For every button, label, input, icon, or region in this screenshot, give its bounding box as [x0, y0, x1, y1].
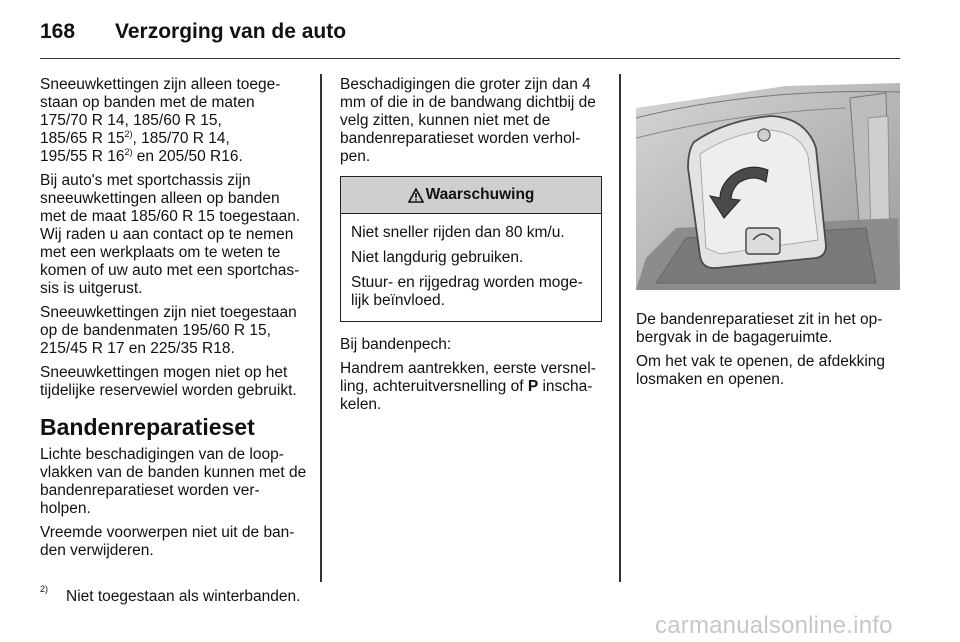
paragraph-spare-wheel: Sneeuwkettingen mogen niet op het tijdelijke reservewiel worden gebruikt. [40, 364, 297, 399]
page-header [40, 20, 900, 59]
paragraph-foreign-objects: Vreemde voorwerpen niet uit de ban-den verwijderen. [40, 524, 295, 559]
warning-triangle-icon [408, 188, 424, 203]
column-divider-left [320, 74, 322, 582]
warning-line-handling: Stuur- en rijgedrag worden moge-lijk beïnvloed. [351, 274, 583, 309]
paragraph-not-allowed-sizes: Sneeuwkettingen zijn niet toegestaan op de bandenmaten 195/60 R 15, 215/45 R 17 en 225/35 R18. [40, 304, 297, 357]
footnote-reference: 2) [124, 147, 133, 157]
paragraph-sport-chassis: Bij auto's met sportchassis zijn sneeuwkettingen alleen op banden met de maat 185/60 R 15 toegestaan. Wij raden u aan contact op te nemen met een werkplaats om te weten te komen of uw auto met een sportchas-sis is uitgerust. [40, 172, 301, 297]
warning-title: Waarschuwing [425, 186, 535, 203]
paragraph-large-damage: Beschadigingen die groter zijn dan 4 mm of die in de bandwang dichtbij de velg zitten, kunnen niet met de bandenreparatieset worden verhol-pen. [340, 76, 596, 165]
paragraph-open-compartment: Om het vak te openen, de afdekking losmaken en openen. [636, 353, 886, 388]
warning-header [341, 177, 601, 214]
text-line: 195/55 R 16 [40, 148, 125, 165]
paragraph-handbrake [340, 360, 602, 414]
section-heading: Bandenreparatieset [40, 414, 255, 440]
warning-line-duration: Niet langdurig gebruiken. [351, 249, 524, 266]
page-number: 168 [40, 20, 76, 43]
warning-line-speed: Niet sneller rijden dan 80 km/u. [351, 224, 565, 241]
column-divider-right [619, 74, 621, 582]
footnote-reference: 2) [124, 129, 133, 139]
text-line: en 205/50 R16. [132, 148, 243, 165]
text-run: inscha-kelen. [340, 378, 593, 413]
text-line: staan op banden met de maten [40, 94, 255, 111]
page-title: Verzorging van de auto [115, 20, 347, 43]
watermark: carmanualsonline.info [655, 612, 893, 639]
text-run: Handrem aantrekken, eerste versnel-ling, achteruitversnelling of [340, 360, 596, 395]
footnote-text: Niet toegestaan als winterbanden. [66, 588, 301, 605]
paragraph-light-damage: Lichte beschadigingen van de loop-vlakken van de banden kunnen met de bandenreparatieset worden ver-holpen. [40, 446, 307, 517]
gear-letter: P [527, 378, 539, 395]
paragraph-kit-location: De bandenreparatieset zit in het op-bergvak in de bagageruimte. [636, 311, 883, 346]
paragraph-flat-tyre: Bij bandenpech: [340, 336, 452, 353]
column-right [636, 76, 900, 395]
warning-body [341, 214, 601, 321]
paragraph-snow-chain-sizes [40, 76, 308, 166]
footnote-mark: 2) [40, 584, 49, 594]
text-line: , 185/70 R 14, [132, 130, 230, 147]
luggage-compartment-illustration [636, 78, 900, 290]
column-left [40, 76, 308, 566]
warning-box [340, 176, 602, 322]
text-line: Sneeuwkettingen zijn alleen toege- [40, 76, 281, 93]
text-line: 175/70 R 14, 185/60 R 15, [40, 112, 222, 129]
column-middle [340, 76, 602, 420]
text-line: 185/65 R 15 [40, 130, 125, 147]
